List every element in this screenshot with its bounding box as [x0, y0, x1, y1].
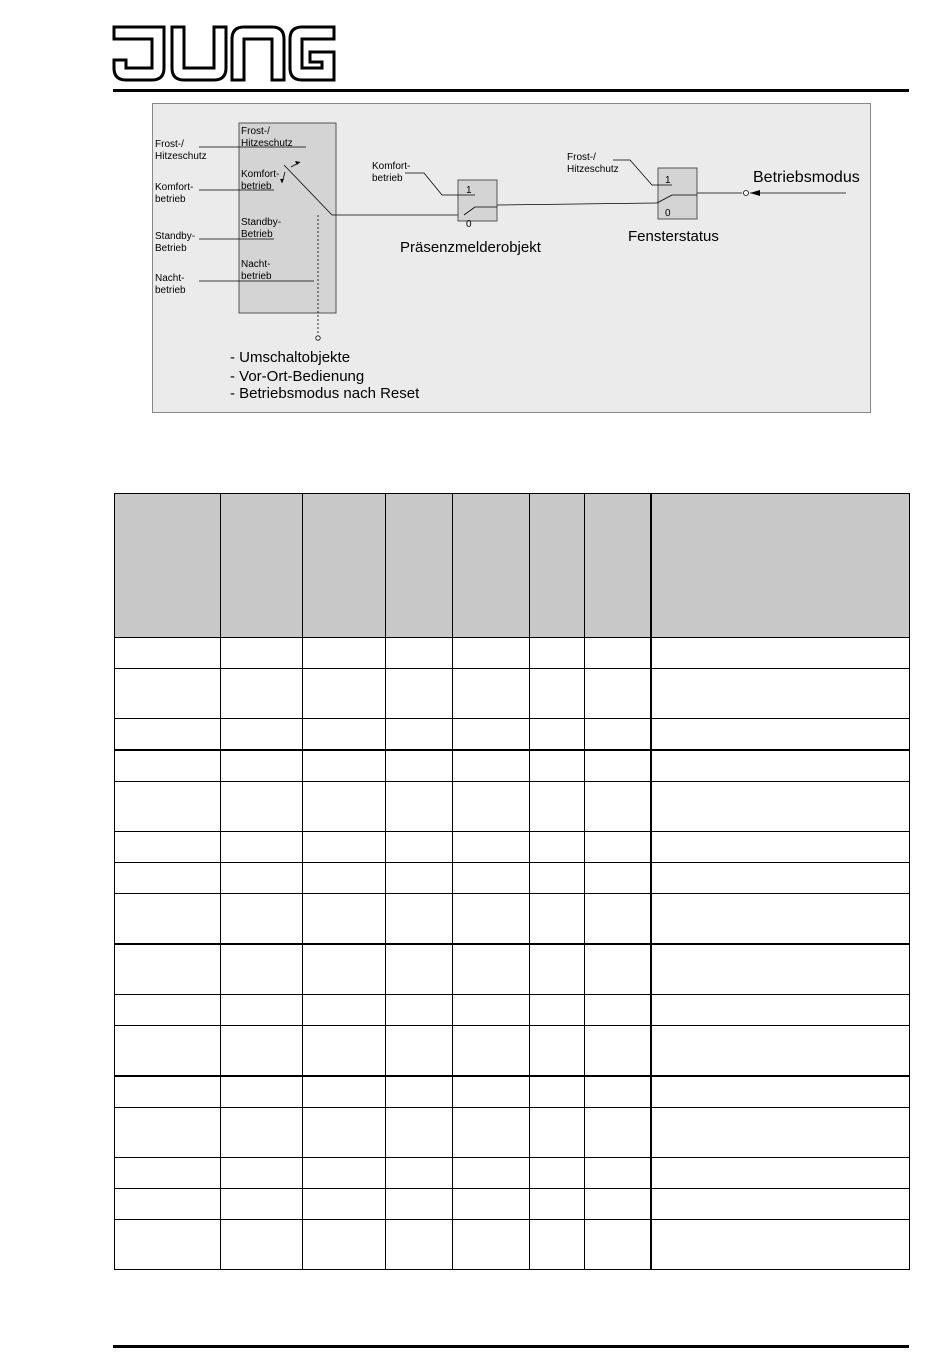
presence-block-one: 1 — [466, 185, 472, 196]
table-cell — [303, 782, 386, 832]
table-cell — [585, 1108, 651, 1158]
table-cell — [115, 1076, 221, 1108]
table-cell — [386, 1220, 453, 1270]
table-cell — [453, 638, 530, 669]
table-row — [115, 1189, 910, 1220]
table-cell — [585, 832, 651, 863]
table-cell — [386, 944, 453, 995]
table-header-cell — [530, 494, 585, 638]
table-cell — [115, 863, 221, 894]
table-cell — [221, 750, 303, 782]
table-cell — [303, 1158, 386, 1189]
table-cell — [585, 894, 651, 945]
priority-table — [114, 493, 910, 1270]
table-cell — [303, 863, 386, 894]
table-row — [115, 1026, 910, 1077]
table-cell — [585, 1158, 651, 1189]
table-cell — [453, 1026, 530, 1077]
table-cell — [115, 832, 221, 863]
table-cell — [585, 719, 651, 751]
table-row — [115, 1108, 910, 1158]
table-cell — [303, 1108, 386, 1158]
left-label-comfort: Komfort- betrieb — [155, 182, 194, 205]
table-cell — [585, 1076, 651, 1108]
table-cell — [651, 750, 910, 782]
table-cell — [221, 1220, 303, 1270]
table-row — [115, 894, 910, 945]
table-cell — [386, 782, 453, 832]
presence-detector-block — [458, 180, 497, 221]
table-cell — [651, 894, 910, 945]
table-row — [115, 669, 910, 719]
table-header-row — [115, 494, 910, 638]
table-cell — [115, 782, 221, 832]
table-cell — [386, 638, 453, 669]
table-cell — [453, 995, 530, 1026]
table-cell — [530, 1108, 585, 1158]
table-cell — [530, 669, 585, 719]
table-row — [115, 1220, 910, 1270]
table-cell — [453, 1189, 530, 1220]
table-cell — [303, 995, 386, 1026]
table-cell — [115, 669, 221, 719]
window-block-one: 1 — [665, 175, 671, 186]
table-row — [115, 832, 910, 863]
table-row — [115, 1158, 910, 1189]
table-cell — [651, 638, 910, 669]
table-cell — [651, 719, 910, 751]
table-cell — [530, 719, 585, 751]
presence-block-title: Präsenzmelderobjekt — [400, 239, 541, 256]
table-cell — [530, 1026, 585, 1077]
table-cell — [303, 832, 386, 863]
table-row — [115, 995, 910, 1026]
table-cell — [115, 1026, 221, 1077]
table-row — [115, 782, 910, 832]
table-row — [115, 1076, 910, 1108]
table-cell — [453, 782, 530, 832]
table-cell — [585, 1220, 651, 1270]
table-cell — [651, 944, 910, 995]
table-cell — [585, 863, 651, 894]
output-label: Betriebsmodus — [753, 169, 860, 186]
table-cell — [530, 1189, 585, 1220]
table-cell — [303, 1220, 386, 1270]
table-header-cell — [115, 494, 221, 638]
table-cell — [651, 782, 910, 832]
table-cell — [651, 1189, 910, 1220]
table-header-cell — [221, 494, 303, 638]
table-cell — [115, 1108, 221, 1158]
table-cell — [651, 995, 910, 1026]
left-label-frost: Frost-/ Hitzeschutz — [155, 139, 207, 162]
table-cell — [115, 1220, 221, 1270]
table-cell — [386, 750, 453, 782]
table-cell — [303, 719, 386, 751]
table-cell — [303, 894, 386, 945]
table-row — [115, 719, 910, 751]
table-cell — [585, 944, 651, 995]
note-local-operation: - Vor-Ort-Bedienung — [230, 368, 365, 385]
table-cell — [585, 638, 651, 669]
table-cell — [651, 1108, 910, 1158]
table-row — [115, 944, 910, 995]
table-body — [115, 638, 910, 1270]
operating-mode-diagram — [152, 103, 871, 413]
table-cell — [453, 1108, 530, 1158]
table-cell — [221, 894, 303, 945]
table-header-cell — [651, 494, 910, 638]
switch-label-comfort: Komfort- betrieb — [241, 169, 280, 192]
table-cell — [386, 719, 453, 751]
table-cell — [303, 1189, 386, 1220]
table-cell — [115, 944, 221, 995]
table-cell — [221, 669, 303, 719]
table-cell — [453, 863, 530, 894]
footer-rule — [113, 1345, 909, 1348]
table-header-cell — [585, 494, 651, 638]
table-cell — [386, 1108, 453, 1158]
table-cell — [453, 669, 530, 719]
table-cell — [221, 944, 303, 995]
table-cell — [453, 750, 530, 782]
table-cell — [115, 894, 221, 945]
table-row — [115, 863, 910, 894]
table-cell — [386, 863, 453, 894]
table-cell — [386, 995, 453, 1026]
table-row — [115, 750, 910, 782]
table-header-cell — [453, 494, 530, 638]
table-cell — [303, 750, 386, 782]
table-cell — [115, 1158, 221, 1189]
table-cell — [221, 719, 303, 751]
switch-label-night: Nacht- betrieb — [241, 259, 272, 282]
table-cell — [386, 669, 453, 719]
table-row — [115, 638, 910, 669]
table-cell — [221, 782, 303, 832]
table-cell — [221, 995, 303, 1026]
table-cell — [651, 863, 910, 894]
table-cell — [453, 1220, 530, 1270]
table-cell — [585, 782, 651, 832]
table-cell — [651, 832, 910, 863]
table-cell — [453, 832, 530, 863]
table-cell — [386, 894, 453, 945]
jung-logo — [112, 24, 338, 84]
table-cell — [221, 1108, 303, 1158]
table-cell — [115, 638, 221, 669]
presence-block-zero: 0 — [466, 219, 472, 230]
table-cell — [453, 944, 530, 995]
table-cell — [221, 1189, 303, 1220]
note-mode-after-reset: - Betriebsmodus nach Reset — [230, 385, 420, 402]
table-cell — [585, 995, 651, 1026]
table-header-cell — [303, 494, 386, 638]
table-cell — [453, 1158, 530, 1189]
table-cell — [651, 1026, 910, 1077]
table-cell — [651, 1220, 910, 1270]
table-cell — [453, 719, 530, 751]
table-cell — [221, 832, 303, 863]
table-cell — [115, 719, 221, 751]
table-cell — [221, 1158, 303, 1189]
table-cell — [651, 1076, 910, 1108]
table-cell — [651, 669, 910, 719]
table-cell — [530, 750, 585, 782]
table-cell — [530, 782, 585, 832]
table-cell — [115, 750, 221, 782]
table-cell — [453, 1076, 530, 1108]
table-cell — [530, 944, 585, 995]
table-cell — [585, 1026, 651, 1077]
left-label-night: Nacht- betrieb — [155, 273, 186, 296]
table-cell — [530, 1220, 585, 1270]
table-cell — [453, 894, 530, 945]
table-cell — [221, 1026, 303, 1077]
table-cell — [115, 995, 221, 1026]
table-cell — [530, 863, 585, 894]
table-header-cell — [386, 494, 453, 638]
table-cell — [303, 944, 386, 995]
table-cell — [386, 1158, 453, 1189]
header-rule — [113, 89, 909, 92]
table-cell — [530, 995, 585, 1026]
window-block-zero: 0 — [665, 208, 671, 219]
switch-label-standby: Standby- Betrieb — [241, 217, 282, 240]
table-cell — [386, 1026, 453, 1077]
table-cell — [585, 750, 651, 782]
table-cell — [386, 832, 453, 863]
left-label-standby: Standby- Betrieb — [155, 231, 196, 254]
note-switch-objects: - Umschaltobjekte — [230, 349, 351, 366]
table-cell — [530, 832, 585, 863]
table-cell — [221, 638, 303, 669]
switch-label-frost: Frost-/ Hitzeschutz — [241, 126, 293, 149]
table-cell — [386, 1189, 453, 1220]
table-cell — [651, 1158, 910, 1189]
table-cell — [221, 863, 303, 894]
presence-input-label: Komfort- betrieb — [372, 161, 411, 184]
table-cell — [221, 1076, 303, 1108]
window-status-block — [658, 168, 697, 219]
table-cell — [115, 1189, 221, 1220]
table-cell — [303, 1076, 386, 1108]
window-input-label: Frost-/ Hitzeschutz — [567, 152, 619, 175]
table-cell — [530, 638, 585, 669]
table-cell — [585, 669, 651, 719]
table-cell — [530, 1076, 585, 1108]
table-cell — [303, 638, 386, 669]
table-cell — [530, 894, 585, 945]
window-block-title: Fensterstatus — [628, 228, 719, 245]
table-cell — [386, 1076, 453, 1108]
table-cell — [303, 669, 386, 719]
table-cell — [530, 1158, 585, 1189]
table-cell — [585, 1189, 651, 1220]
table-cell — [303, 1026, 386, 1077]
